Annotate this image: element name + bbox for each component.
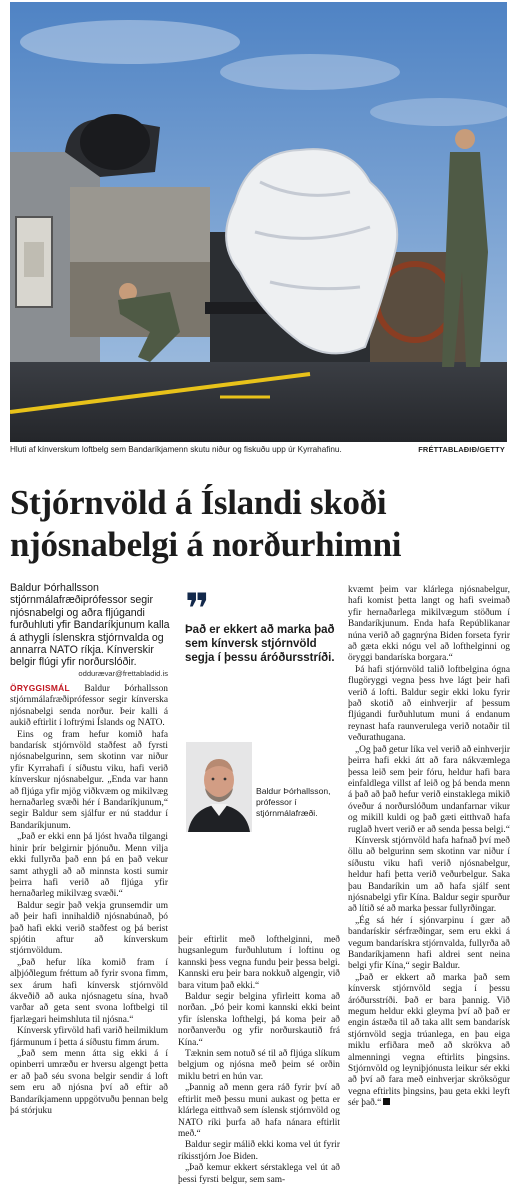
body-paragraph: „Og það getur líka vel verið að einhverjir þeirra hafi ekki átt að fara nákvæmlega þessa leið sem þeir fóru, heldur hafi bara einfaldlega villst af leið og þá benda menn á það að það hefur verið einstaklega mikið óveður á norðurslóðum undanfarnar vikur og mikill kuldi og það gæti eitthvað hafa ruglað hvert verið er að senda þessa belgi.“ (348, 744, 510, 835)
article-column-1 (10, 683, 168, 1117)
body-paragraph: „Það kemur ekkert sérstaklega vel út að þessi fyrsti belgur, sem sam- (178, 1163, 340, 1185)
photo-caption (10, 443, 507, 459)
article-column-3 (348, 585, 510, 1110)
portrait-illustration (186, 742, 252, 832)
body-paragraph: „Það sem menn átta sig ekki á í opinberri umræðu er hversu algengt þetta er að það séu svona belgir sendir á loft sem eru að njósna því að eftir að Bandaríkjamenn uppgötvuðu þennan belg þá stórjuku (10, 1049, 168, 1117)
body-paragraph (348, 973, 510, 1110)
end-of-article-square-icon (383, 1098, 390, 1105)
body-paragraph: „Það er ekki enn þá ljóst hvaða tilgangi hinir þrír belgirnir þjónuðu. Menn vilja ekki fullyrða það enn þá en það vekur samt athygli að að minnsta kosti sumir þeirra hafi verið að fljúga yfir hernaðarleg mikilvæg svæði.“ (10, 832, 168, 900)
body-paragraph: Tæknin sem notuð sé til að fljúga slíkum belgjum og njósna með þeim sé orðin miklu betri en hún var. (178, 1049, 340, 1082)
article-column-2 (178, 935, 340, 1186)
body-paragraph: „Þannig að menn gera ráð fyrir því að eftirlit með þessu muni aukast og þetta er klárlega eitthvað sem íslensk stjórnvöld og NATO ríki þurfa að hafa nánara eftirlit með.“ (178, 1083, 340, 1139)
body-paragraph: „Ég sá hér í sjónvarpinu í gær að bandarískir sérfræðingar, sem eru ekki á vegum bandarískra stjórnvalda, fullyrða að Bandaríkjamenn hafi aldrei sent neina belgi yfir Kína,“ segir Baldur. (348, 915, 510, 972)
body-paragraph: Kínversk yfirvöld hafi varið heilmiklum fjármunum í þetta á síðustu fimm árum. (10, 1026, 169, 1048)
body-paragraph (10, 683, 168, 730)
section-kicker: ÖRYGGISMÁL (10, 683, 70, 693)
headline: Stjórnvöld á Íslandi skoði njósnabelgi á norðurhimni (10, 483, 402, 564)
article-photo (10, 2, 507, 442)
portrait-photo (186, 742, 252, 832)
lead-paragraph: Baldur Þórhallsson stjórnmálafræðiprófessor segir njósnabelgi og aðra fljúgandi furðuhluti yfir Bandaríkjunum kalla á athygli íslenskra stjórnvalda og annarra NATO ríkja. Kínverskir belgir flúgi yfir norðurslóðir. (10, 582, 170, 669)
body-paragraph: Þá hafi stjórnvöld talið loftbelgina ógna flugöryggi vegna þess hve lágt þeir hafi verið á lofti. Baldur segir ekki loku fyrir það skotið að einhverjir af þessum fljúgandi furðuhlutum muni á endanum reynast hafa raunverulega verið notaðir til veðurathugana. (348, 664, 510, 744)
body-paragraph: þeir eftirlit með lofthelginni, með hugsanlegum furðuhlutum í loftinu og kannski þess vegna fundu þeir þessa belgi. Kannski eru þeir bara nokkuð algengir, við bara vitum það ekki.“ (178, 935, 340, 991)
portrait-caption: Baldur Þórhallsson, prófessor í stjórnmálafræði. (256, 786, 331, 818)
double-quote-icon: ❞ (185, 584, 210, 633)
body-paragraph: Baldur segir málið ekki koma vel út fyrir ríkisstjórn Joe Biden. (178, 1140, 340, 1162)
body-paragraph: Eins og fram hefur komið hafa bandarísk stjórnvöld staðfest að fyrsti njósnabelgurinn, sem skotinn var niður yfir Kyrrahafi í síðustu viku, hafi verið kínverskur njósnabelgur. „Enda var hann að fljúga yfir mjög viðkvæm og mikilvæg hernaðarleg svæði hér í Bandaríkjunum,“ segir Baldur sem sjálfur er nú staddur í Bandaríkjunum. (10, 729, 168, 831)
body-paragraph: Kínversk stjórnvöld hafa hafnað því með öllu að belgurinn sem skotinn var niður í síðustu viku hafi verið njósnabelgur, heldur hafi þetta verið veðurbelgur. Saka þau Bandaríkin um að hafa sjálf sent njósnabelgi yfir Kína. Baldur segir spurður að lítið sé að marka þessar fullyrðingar. (348, 835, 510, 915)
body-paragraph: Baldur segir belgina yfirleitt koma að norðan. „Þó þeir komi kannski ekki beint yfir íslenska lofthelgi, þá koma þeir að norðanverðu og yfir norðurskautið frá Kína.“ (178, 992, 340, 1048)
body-paragraph: „Það hefur líka komið fram í alþjóðlegum fréttum að fyrir svona fimm, sex árum hafi kínversk stjórnvöld ákveðið að auka njósnagetu sína, hvað varðar að geta sent svona loftbelgi til fjarlægari heimshluta til njósna.“ (10, 957, 168, 1025)
body-text: „Það er ekkert að marka það sem kínversk stjórnvöld segja í þessu áróðursstríði. Það er bara þannig. Við megum heldur ekki gleyma því að það er engin ástæða til að taka allt sem bandarísk stjórnvöld segja trúanlega, en þau eiga miklu erfiðara með að skrökva að almenningi vegna eftirlits þingsins. Stjórnvöld og leyniþjónusta leikur sér ekki að því að fara með einhverjar skröksögur vegna eftirlits þingsins, þau geta ekki leyft sér það.“ (348, 972, 510, 1109)
body-text: Baldur Þórhallsson stjórnmálafræðiprófessor segir kínverska njósnabelgi senda norður. Þeir kalli á aukið eftirlit í loftrými Íslands og NATO. (10, 684, 168, 729)
body-paragraph: kvæmt þeim var klárlega njósnabelgur, hafi komist þetta langt og hafi sveimað yfir hernaðarlega mikilvægum stöðum í Bandaríkjunum. Enda hafa Repúblikanar núna verið að gagnrýna Biden forseta fyrir að gæta ekki nógu vel að lofthelginni og öryggi bandaríska borgara.“ (348, 585, 510, 664)
photo-illustration (10, 2, 507, 442)
photo-credit: FRÉTTABLAÐIÐ/GETTY (418, 445, 505, 454)
byline-email: oddurævar@frettabladid.is (78, 669, 168, 678)
body-paragraph: Baldur segir það vekja grunsemdir um að þeir hafi innihaldið njósnabúnað, þó það hafi ekki verið staðfest og þá berist spjótin aftur að kínverskum stjórnvöldum. (10, 900, 168, 957)
pull-quote: Það er ekkert að marka það sem kínversk stjórnvöld segja í þessu áróðursstríði. (185, 624, 335, 664)
photo-caption-text: Hluti af kínverskum loftbelg sem Bandaríkjamenn skutu niður og fiskuðu upp úr Kyrrahafinu. (10, 445, 342, 454)
